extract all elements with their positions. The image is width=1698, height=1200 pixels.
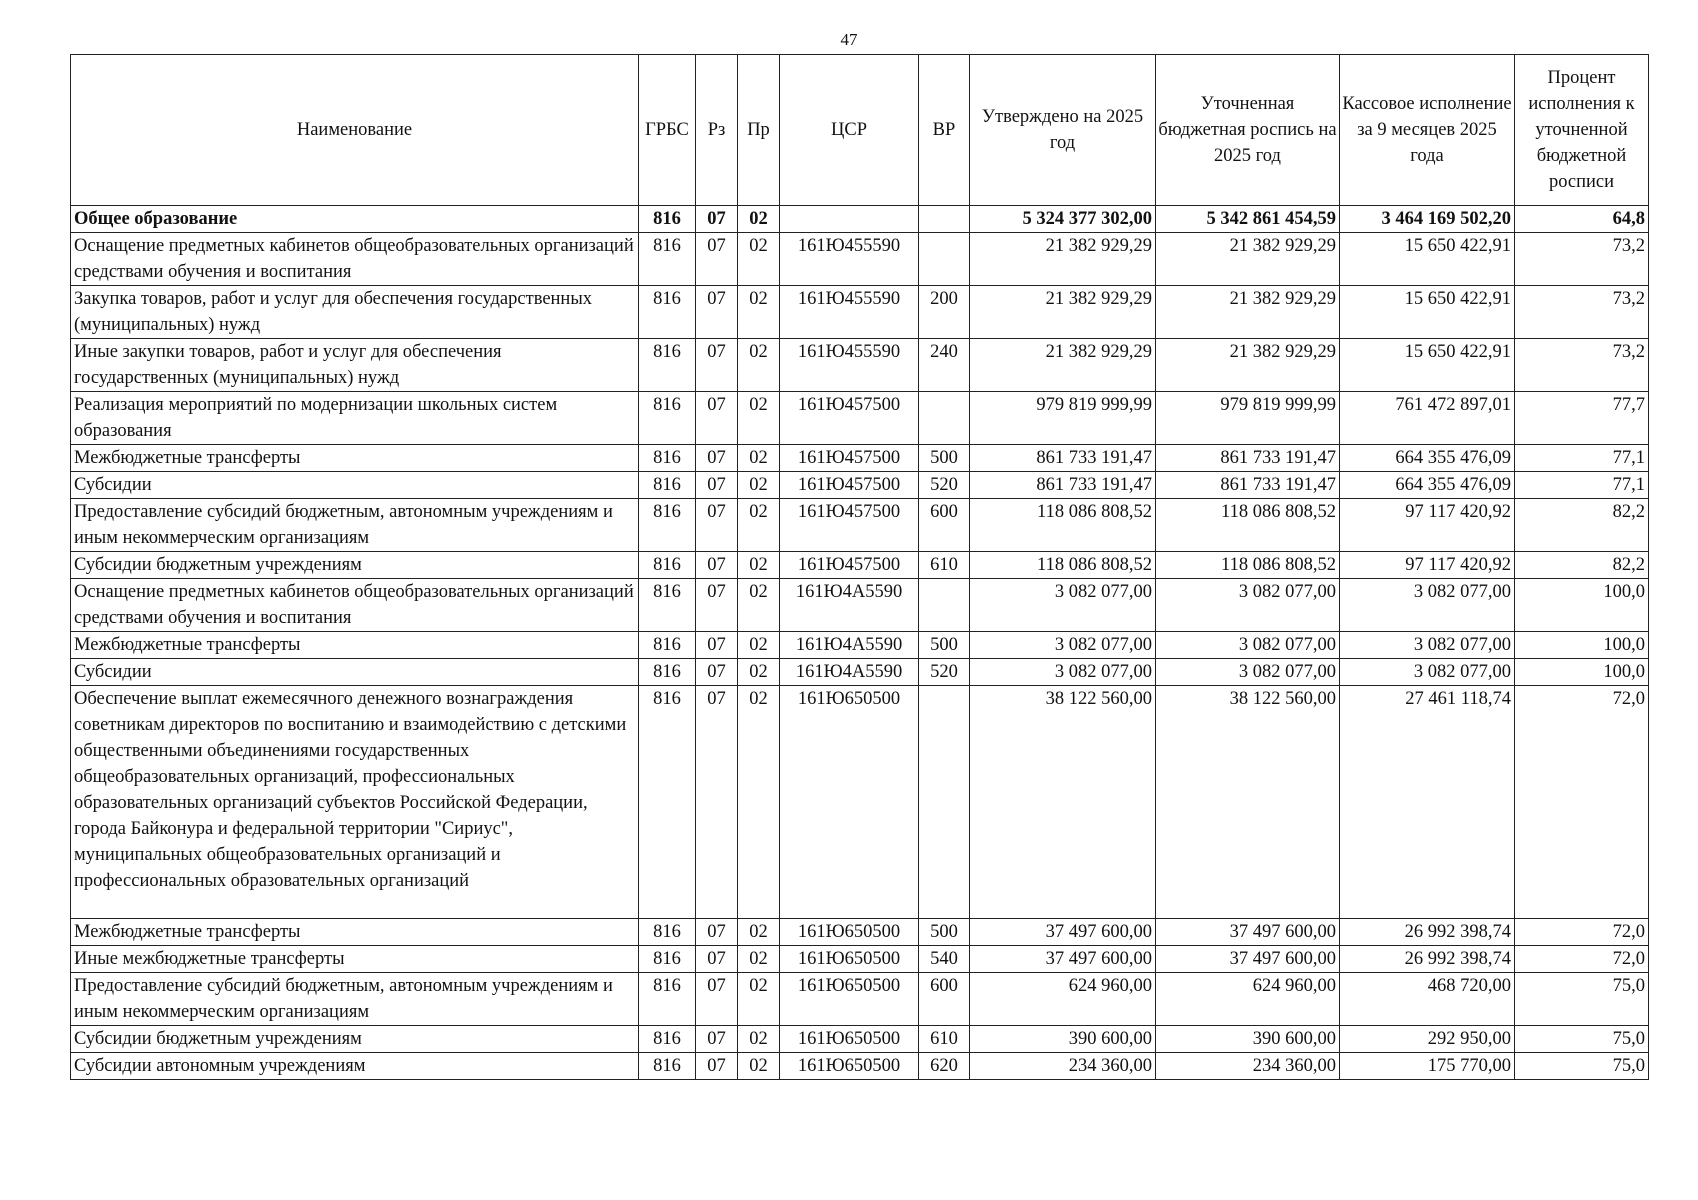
cell-percent: 82,2 (1515, 499, 1649, 552)
cell-rz: 07 (696, 946, 738, 973)
cell-percent: 72,0 (1515, 946, 1649, 973)
cell-vr: 520 (919, 659, 970, 686)
cell-pr: 02 (738, 632, 780, 659)
cell-csr: 161Ю457500 (780, 552, 919, 579)
cell-refined: 861 733 191,47 (1156, 472, 1340, 499)
cell-percent: 100,0 (1515, 632, 1649, 659)
table-row (71, 919, 1649, 946)
cell-cash: 97 117 420,92 (1340, 552, 1515, 579)
cell-grbs: 816 (639, 1026, 696, 1053)
cell-pr: 02 (738, 233, 780, 286)
cell-name: Иные межбюджетные трансферты (71, 946, 639, 973)
cell-pr: 02 (738, 1053, 780, 1080)
cell-grbs: 816 (639, 472, 696, 499)
cell-name: Предоставление субсидий бюджетным, автономным учреждениям и иным некоммерческим организациям (71, 973, 639, 1026)
cell-approved: 624 960,00 (970, 973, 1156, 1026)
cell-cash: 175 770,00 (1340, 1053, 1515, 1080)
cell-rz: 07 (696, 579, 738, 632)
table-row (71, 686, 1649, 919)
cell-pr: 02 (738, 946, 780, 973)
cell-name: Субсидии (71, 472, 639, 499)
cell-csr: 161Ю650500 (780, 1053, 919, 1080)
cell-percent: 100,0 (1515, 659, 1649, 686)
table-row (71, 286, 1649, 339)
cell-percent: 73,2 (1515, 339, 1649, 392)
cell-rz: 07 (696, 339, 738, 392)
cell-name: Межбюджетные трансферты (71, 445, 639, 472)
cell-pr: 02 (738, 206, 780, 233)
cell-percent: 73,2 (1515, 233, 1649, 286)
cell-rz: 07 (696, 499, 738, 552)
table-row (71, 472, 1649, 499)
budget-table (70, 54, 1649, 1080)
cell-vr (919, 579, 970, 632)
cell-rz: 07 (696, 445, 738, 472)
cell-name: Оснащение предметных кабинетов общеобразовательных организаций средствами обучения и воспитания (71, 579, 639, 632)
cell-cash: 664 355 476,09 (1340, 472, 1515, 499)
cell-name: Субсидии бюджетным учреждениям (71, 552, 639, 579)
cell-approved: 861 733 191,47 (970, 472, 1156, 499)
cell-cash: 664 355 476,09 (1340, 445, 1515, 472)
col-header-name: Наименование (71, 55, 639, 206)
cell-pr: 02 (738, 472, 780, 499)
cell-rz: 07 (696, 552, 738, 579)
table-row (71, 579, 1649, 632)
cell-csr: 161Ю455590 (780, 233, 919, 286)
cell-csr: 161Ю650500 (780, 1026, 919, 1053)
cell-percent: 82,2 (1515, 552, 1649, 579)
cell-approved: 3 082 077,00 (970, 579, 1156, 632)
cell-cash: 97 117 420,92 (1340, 499, 1515, 552)
cell-approved: 5 324 377 302,00 (970, 206, 1156, 233)
cell-cash: 761 472 897,01 (1340, 392, 1515, 445)
cell-rz: 07 (696, 233, 738, 286)
cell-approved: 234 360,00 (970, 1053, 1156, 1080)
cell-refined: 38 122 560,00 (1156, 686, 1340, 919)
cell-cash: 15 650 422,91 (1340, 286, 1515, 339)
cell-name: Субсидии (71, 659, 639, 686)
cell-percent: 73,2 (1515, 286, 1649, 339)
cell-approved: 3 082 077,00 (970, 659, 1156, 686)
cell-approved: 21 382 929,29 (970, 233, 1156, 286)
col-header-rz: Рз (696, 55, 738, 206)
cell-rz: 07 (696, 392, 738, 445)
cell-csr: 161Ю650500 (780, 973, 919, 1026)
header-row (71, 55, 1649, 206)
cell-grbs: 816 (639, 286, 696, 339)
table-row (71, 1026, 1649, 1053)
cell-refined: 861 733 191,47 (1156, 445, 1340, 472)
cell-refined: 118 086 808,52 (1156, 499, 1340, 552)
cell-approved: 21 382 929,29 (970, 339, 1156, 392)
cell-pr: 02 (738, 579, 780, 632)
cell-refined: 37 497 600,00 (1156, 919, 1340, 946)
col-header-vr: ВР (919, 55, 970, 206)
cell-cash: 3 082 077,00 (1340, 632, 1515, 659)
cell-vr (919, 392, 970, 445)
cell-cash: 3 464 169 502,20 (1340, 206, 1515, 233)
cell-grbs: 816 (639, 686, 696, 919)
table-row (71, 659, 1649, 686)
cell-grbs: 816 (639, 659, 696, 686)
cell-approved: 118 086 808,52 (970, 552, 1156, 579)
cell-grbs: 816 (639, 206, 696, 233)
cell-approved: 979 819 999,99 (970, 392, 1156, 445)
cell-csr: 161Ю4А5590 (780, 659, 919, 686)
cell-rz: 07 (696, 659, 738, 686)
cell-refined: 234 360,00 (1156, 1053, 1340, 1080)
cell-csr: 161Ю457500 (780, 472, 919, 499)
cell-pr: 02 (738, 445, 780, 472)
cell-csr: 161Ю4А5590 (780, 632, 919, 659)
cell-approved: 390 600,00 (970, 1026, 1156, 1053)
cell-cash: 15 650 422,91 (1340, 233, 1515, 286)
cell-approved: 118 086 808,52 (970, 499, 1156, 552)
cell-vr: 200 (919, 286, 970, 339)
cell-name: Предоставление субсидий бюджетным, автономным учреждениям и иным некоммерческим организациям (71, 499, 639, 552)
table-row (71, 1053, 1649, 1080)
cell-grbs: 816 (639, 632, 696, 659)
cell-refined: 979 819 999,99 (1156, 392, 1340, 445)
cell-csr: 161Ю457500 (780, 499, 919, 552)
cell-vr: 520 (919, 472, 970, 499)
cell-percent: 75,0 (1515, 1026, 1649, 1053)
cell-pr: 02 (738, 973, 780, 1026)
cell-approved: 3 082 077,00 (970, 632, 1156, 659)
cell-cash: 26 992 398,74 (1340, 946, 1515, 973)
cell-refined: 21 382 929,29 (1156, 339, 1340, 392)
col-header-cash: Кассовое исполнение за 9 месяцев 2025 года (1340, 55, 1515, 206)
cell-grbs: 816 (639, 233, 696, 286)
cell-approved: 861 733 191,47 (970, 445, 1156, 472)
cell-grbs: 816 (639, 946, 696, 973)
cell-vr: 540 (919, 946, 970, 973)
cell-percent: 77,1 (1515, 472, 1649, 499)
cell-pr: 02 (738, 919, 780, 946)
cell-vr: 620 (919, 1053, 970, 1080)
cell-grbs: 816 (639, 499, 696, 552)
cell-pr: 02 (738, 1026, 780, 1053)
col-header-csr: ЦСР (780, 55, 919, 206)
col-header-refined: Уточненная бюджетная роспись на 2025 год (1156, 55, 1340, 206)
cell-rz: 07 (696, 286, 738, 339)
cell-csr: 161Ю455590 (780, 286, 919, 339)
col-header-percent: Процент исполнения к уточненной бюджетной росписи (1515, 55, 1649, 206)
cell-percent: 72,0 (1515, 686, 1649, 919)
col-header-grbs: ГРБС (639, 55, 696, 206)
cell-cash: 26 992 398,74 (1340, 919, 1515, 946)
table-row (71, 632, 1649, 659)
cell-pr: 02 (738, 339, 780, 392)
cell-csr: 161Ю650500 (780, 946, 919, 973)
cell-pr: 02 (738, 552, 780, 579)
table-row (71, 392, 1649, 445)
cell-approved: 21 382 929,29 (970, 286, 1156, 339)
cell-csr: 161Ю457500 (780, 392, 919, 445)
cell-percent: 100,0 (1515, 579, 1649, 632)
cell-approved: 38 122 560,00 (970, 686, 1156, 919)
cell-vr: 500 (919, 445, 970, 472)
cell-percent: 77,7 (1515, 392, 1649, 445)
cell-percent: 75,0 (1515, 1053, 1649, 1080)
cell-cash: 292 950,00 (1340, 1026, 1515, 1053)
cell-pr: 02 (738, 286, 780, 339)
cell-cash: 468 720,00 (1340, 973, 1515, 1026)
cell-grbs: 816 (639, 552, 696, 579)
table-row (71, 973, 1649, 1026)
cell-grbs: 816 (639, 339, 696, 392)
table-row (71, 233, 1649, 286)
cell-percent: 77,1 (1515, 445, 1649, 472)
table-row (71, 946, 1649, 973)
cell-refined: 624 960,00 (1156, 973, 1340, 1026)
cell-grbs: 816 (639, 1053, 696, 1080)
cell-grbs: 816 (639, 392, 696, 445)
cell-vr: 500 (919, 919, 970, 946)
col-header-approved: Утверждено на 2025 год (970, 55, 1156, 206)
cell-name: Реализация мероприятий по модернизации школьных систем образования (71, 392, 639, 445)
col-header-pr: Пр (738, 55, 780, 206)
cell-name: Закупка товаров, работ и услуг для обеспечения государственных (муниципальных) нужд (71, 286, 639, 339)
cell-pr: 02 (738, 659, 780, 686)
cell-name: Общее образование (71, 206, 639, 233)
table-row (71, 499, 1649, 552)
cell-refined: 118 086 808,52 (1156, 552, 1340, 579)
cell-refined: 3 082 077,00 (1156, 632, 1340, 659)
cell-refined: 37 497 600,00 (1156, 946, 1340, 973)
table-body (71, 206, 1649, 1080)
table-row (71, 339, 1649, 392)
cell-rz: 07 (696, 206, 738, 233)
cell-approved: 37 497 600,00 (970, 919, 1156, 946)
cell-vr (919, 233, 970, 286)
cell-pr: 02 (738, 686, 780, 919)
cell-refined: 3 082 077,00 (1156, 579, 1340, 632)
cell-cash: 27 461 118,74 (1340, 686, 1515, 919)
cell-rz: 07 (696, 919, 738, 946)
cell-grbs: 816 (639, 919, 696, 946)
cell-refined: 21 382 929,29 (1156, 233, 1340, 286)
cell-csr: 161Ю650500 (780, 919, 919, 946)
cell-name: Субсидии автономным учреждениям (71, 1053, 639, 1080)
cell-name: Иные закупки товаров, работ и услуг для обеспечения государственных (муниципальных) нужд (71, 339, 639, 392)
cell-vr: 600 (919, 499, 970, 552)
cell-rz: 07 (696, 1053, 738, 1080)
cell-vr: 610 (919, 1026, 970, 1053)
cell-pr: 02 (738, 392, 780, 445)
table-row (71, 206, 1649, 233)
cell-grbs: 816 (639, 445, 696, 472)
cell-name: Обеспечение выплат ежемесячного денежного вознаграждения советникам директоров по воспитанию и взаимодействию с детскими общественными объединениями государственных общеобразовательных организаций, профессиональных образовательных организаций субъектов Российской Федерации, города Байконура и федеральной территории "Сириус", муниципальных общеобразовательных организаций и профессиональных образовательных организаций (71, 686, 639, 919)
cell-refined: 390 600,00 (1156, 1026, 1340, 1053)
cell-cash: 3 082 077,00 (1340, 579, 1515, 632)
page-number: 47 (840, 30, 858, 49)
cell-percent: 75,0 (1515, 973, 1649, 1026)
cell-csr: 161Ю4А5590 (780, 579, 919, 632)
cell-rz: 07 (696, 686, 738, 919)
cell-rz: 07 (696, 632, 738, 659)
cell-rz: 07 (696, 472, 738, 499)
cell-vr: 610 (919, 552, 970, 579)
cell-percent: 64,8 (1515, 206, 1649, 233)
cell-percent: 72,0 (1515, 919, 1649, 946)
cell-name: Межбюджетные трансферты (71, 919, 639, 946)
cell-vr: 600 (919, 973, 970, 1026)
cell-rz: 07 (696, 973, 738, 1026)
cell-csr: 161Ю650500 (780, 686, 919, 919)
cell-vr (919, 206, 970, 233)
cell-vr: 240 (919, 339, 970, 392)
cell-refined: 3 082 077,00 (1156, 659, 1340, 686)
table-row (71, 445, 1649, 472)
cell-cash: 3 082 077,00 (1340, 659, 1515, 686)
cell-refined: 5 342 861 454,59 (1156, 206, 1340, 233)
cell-name: Субсидии бюджетным учреждениям (71, 1026, 639, 1053)
cell-vr (919, 686, 970, 919)
cell-name: Оснащение предметных кабинетов общеобразовательных организаций средствами обучения и воспитания (71, 233, 639, 286)
cell-csr: 161Ю455590 (780, 339, 919, 392)
cell-vr: 500 (919, 632, 970, 659)
cell-name: Межбюджетные трансферты (71, 632, 639, 659)
cell-csr (780, 206, 919, 233)
cell-grbs: 816 (639, 579, 696, 632)
table-row (71, 552, 1649, 579)
cell-refined: 21 382 929,29 (1156, 286, 1340, 339)
cell-grbs: 816 (639, 973, 696, 1026)
cell-approved: 37 497 600,00 (970, 946, 1156, 973)
cell-pr: 02 (738, 499, 780, 552)
cell-csr: 161Ю457500 (780, 445, 919, 472)
cell-cash: 15 650 422,91 (1340, 339, 1515, 392)
cell-rz: 07 (696, 1026, 738, 1053)
